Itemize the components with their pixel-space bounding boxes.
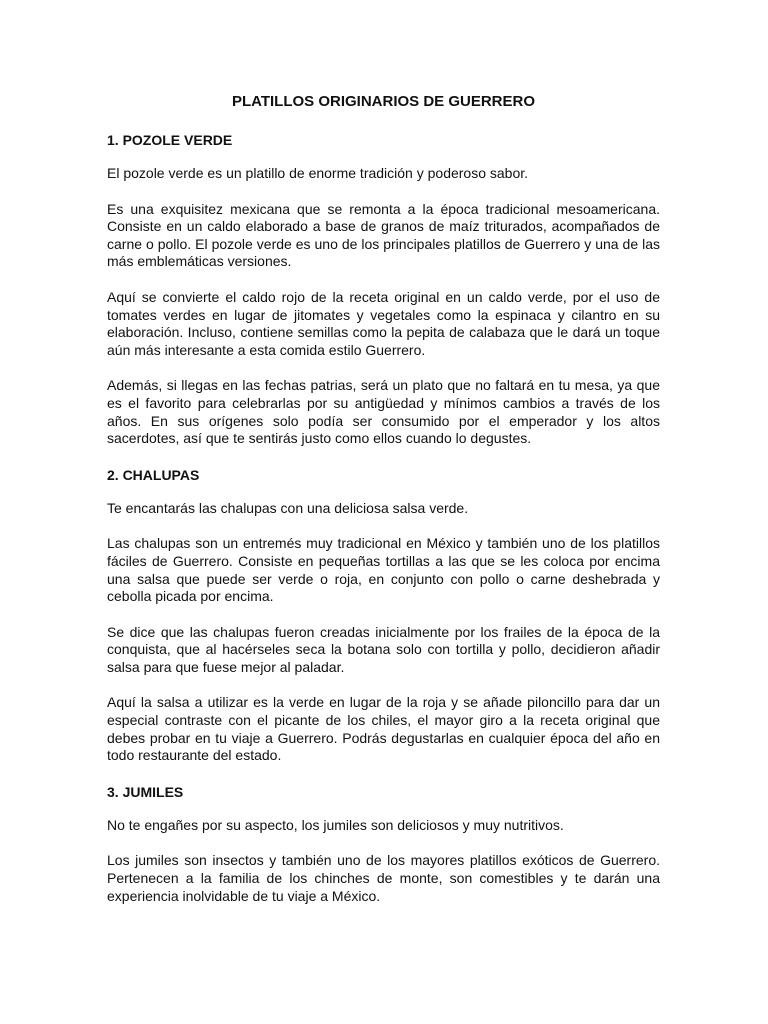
paragraph: Te encantarás las chalupas con una deliciosa salsa verde. (107, 499, 469, 516)
section-heading: 2. CHALUPAS (107, 466, 200, 483)
section-pozole-verde (107, 131, 660, 448)
section-heading: 3. JUMILES (107, 783, 184, 800)
paragraph: Aquí la salsa a utilizar es la verde en lugar de la roja y se añade piloncillo para dar un especial contraste con el picante de los chiles, el mayor giro a la receta original que debes probar en tu viaje a Guerrero. Podrás degustarlas en cualquier época del año en todo restaurante del estado. (107, 694, 660, 764)
paragraph: Además, si llegas en las fechas patrias, será un plato que no faltará en tu mesa, ya que es el favorito para celebrarlas por su antigüedad y mínimos cambios a través de los años. En sus orígenes solo podía ser consumido por el emperador y los altos sacerdotes, así que te sentirás justo como ellos cuando lo degustes. (107, 377, 660, 447)
document-title: PLATILLOS ORIGINARIOS DE GUERRERO (231, 93, 536, 110)
paragraph: Se dice que las chalupas fueron creadas inicialmente por los frailes de la época de la conquista, que al hacérseles seca la botana solo con tortilla y pollo, decidieron añadir salsa para que fuese mejor al paladar. (107, 623, 660, 675)
paragraph: Los jumiles son insectos y también uno de los mayores platillos exóticos de Guerrero. Pertenecen a la familia de los chinches de monte, son comestibles y te darán una experiencia inolvidable de tu viaje a México. (107, 852, 660, 904)
paragraph: Es una exquisitez mexicana que se remonta a la época tradicional mesoamericana. Consiste en un caldo elaborado a base de granos de maíz triturados, acompañados de carne o pollo. El pozole verde es uno de los principales platillos de Guerrero y una de las más emblemáticas versiones. (107, 200, 660, 270)
paragraph: Las chalupas son un entremés muy tradicional en México y también uno de los platillos fáciles de Guerrero. Consiste en pequeñas tortillas a las que se les coloca por encima una salsa que puede ser verde o roja, en conjunto con pollo o carne deshebrada y cebolla picada por encima. (107, 535, 660, 605)
paragraph: Aquí se convierte el caldo rojo de la receta original en un caldo verde, por el uso de tomates verdes en lugar de jitomates y vegetales como la espinaca y cilantro en su elaboración. Incluso, contiene semillas como la pepita de calabaza que le dará un toque aún más interesante a esta comida estilo Guerrero. (107, 288, 660, 358)
paragraph: No te engañes por su aspecto, los jumiles son deliciosos y muy nutritivos. (107, 816, 564, 833)
paragraph: El pozole verde es un platillo de enorme tradición y poderoso sabor. (107, 165, 529, 181)
section-jumiles (107, 783, 660, 905)
document-body (107, 92, 660, 923)
section-chalupas (107, 466, 660, 765)
section-heading: 1. POZOLE VERDE (107, 132, 233, 148)
